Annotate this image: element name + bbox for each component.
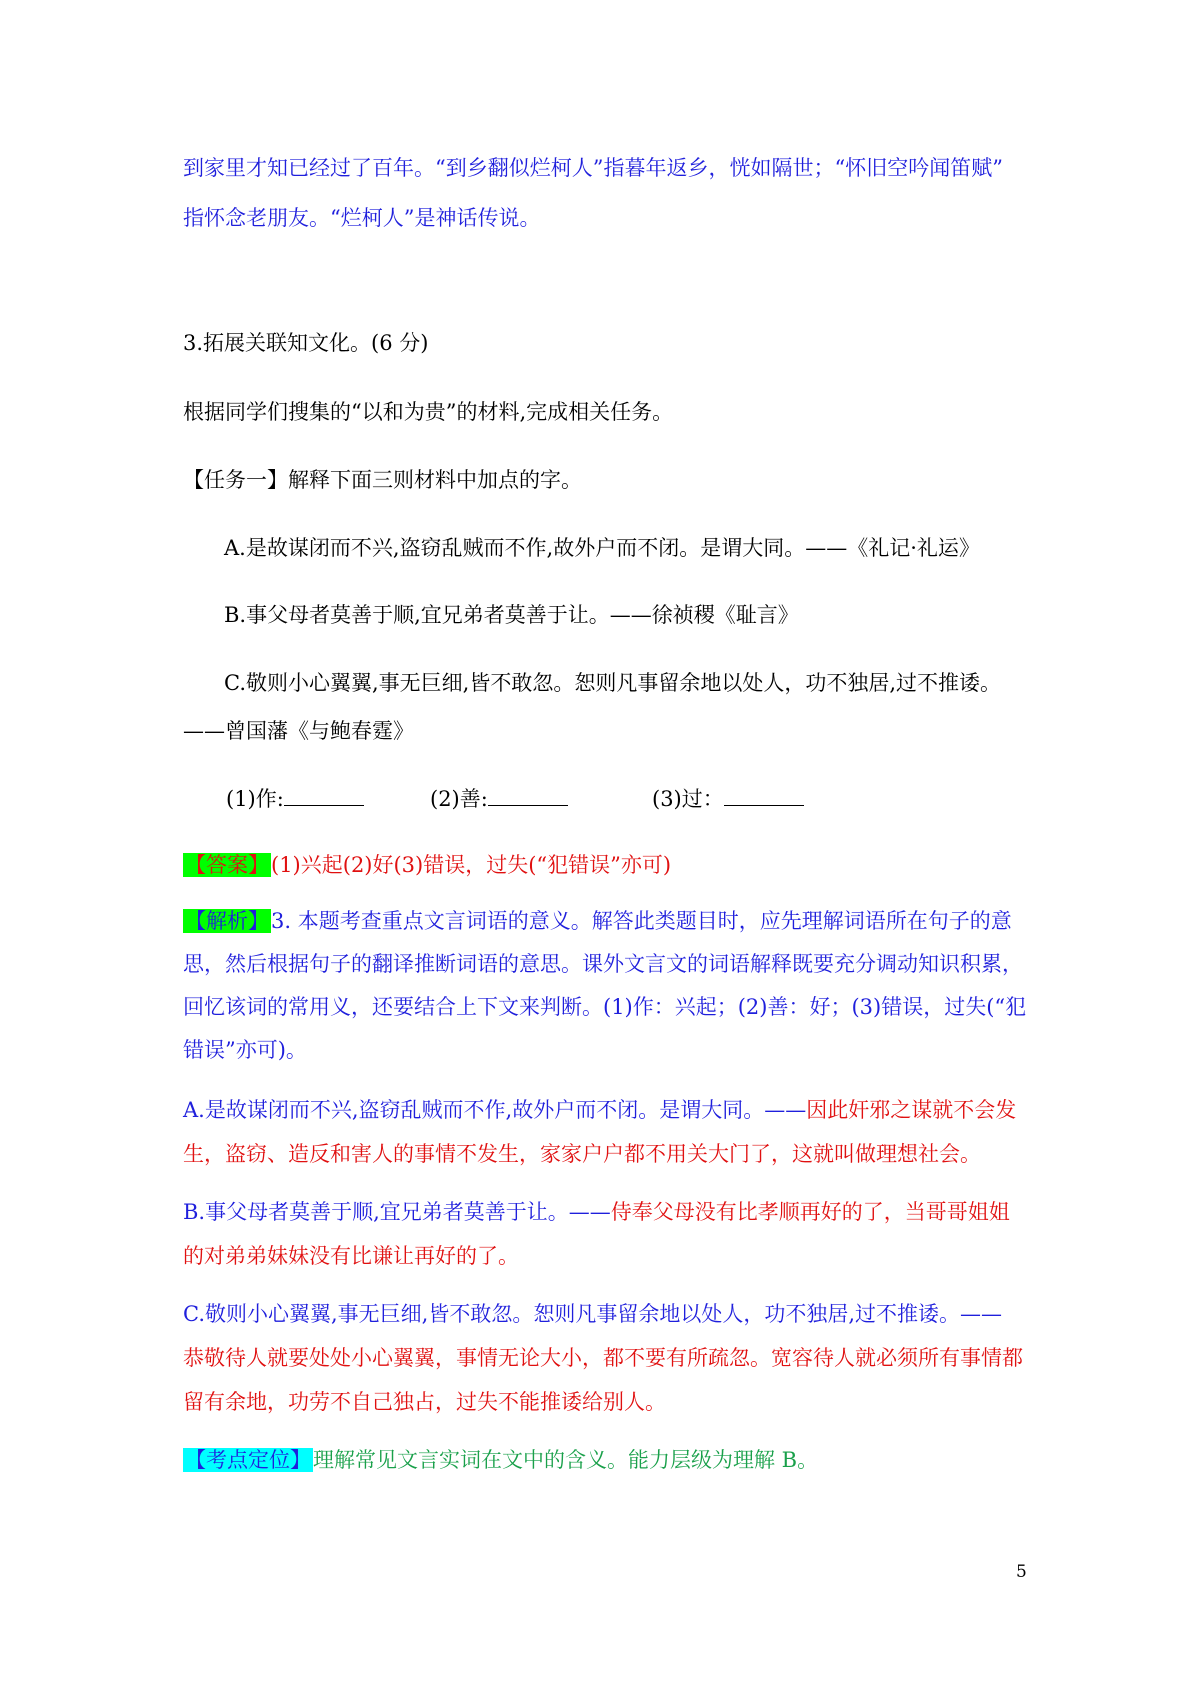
material-b: B.事父母者莫善于顺,宜兄弟者莫善于让。——徐祯稷《耻言》 <box>224 603 799 627</box>
top-explanation-line-2: 指怀念老朋友。“烂柯人”是神话传说。 <box>183 206 541 230</box>
blank-item-3 <box>652 785 804 813</box>
translation-a-line-1 <box>183 1096 1016 1124</box>
translation-b-line-2: 的对弟弟妹妹没有比谦让再好的了。 <box>183 1244 519 1268</box>
translation-a-line-2: 生，盗窃、造反和害人的事情不发生，家家户户都不用关大门了，这就叫做理想社会。 <box>183 1142 981 1166</box>
blank-item-2 <box>430 785 568 813</box>
analysis-tag: 【解析】 <box>185 909 269 933</box>
translation-c-line-2: 留有余地，功劳不自己独占，过失不能推诿给别人。 <box>183 1390 666 1414</box>
translation-b-original: B.事父母者莫善于顺,宜兄弟者莫善于让。—— <box>183 1200 611 1224</box>
question-instruction: 根据同学们搜集的“以和为贵”的材料,完成相关任务。 <box>183 400 674 424</box>
analysis-text-1: 3. 本题考查重点文言词语的意义。解答此类题目时，应先理解词语所在句子的意 <box>271 909 1012 933</box>
blank-label-2: (2)善: <box>430 787 488 811</box>
translation-a-text-1: 因此奸邪之谋就不会发 <box>806 1098 1017 1122</box>
material-a: A.是故谋闭而不兴,盗窃乱贼而不作,故外户而不闭。是谓大同。——《礼记·礼运》 <box>224 536 980 560</box>
answer-tag: 【答案】 <box>185 853 269 877</box>
task-heading: 【任务一】解释下面三则材料中加点的字。 <box>183 468 582 492</box>
key-point-line <box>183 1446 818 1474</box>
page-number: 5 <box>1016 1562 1027 1582</box>
blank-line-2[interactable] <box>488 787 568 806</box>
analysis-line-1 <box>183 907 1012 935</box>
translation-c-line-1: 恭敬待人就要处处小心翼翼，事情无论大小，都不要有所疏忽。宽容待人就必须所有事情都 <box>183 1346 1023 1370</box>
material-c-line-1: C.敬则小心翼翼,事无巨细,皆不敢忽。恕则凡事留余地以处人，功不独居,过不推诿。 <box>224 671 1002 695</box>
translation-b-text-1: 侍奉父母没有比孝顺再好的了，当哥哥姐姐 <box>610 1200 1010 1224</box>
blank-item-1 <box>226 785 364 813</box>
blank-line-1[interactable] <box>284 787 364 806</box>
blank-line-3[interactable] <box>724 787 804 806</box>
analysis-line-2: 思，然后根据句子的翻译推断词语的意思。课外文言文的词语解释既要充分调动知识积累， <box>183 952 1023 976</box>
translation-b-line-1 <box>183 1198 1010 1226</box>
question-title: 3.拓展关联知文化。(6 分) <box>183 331 429 355</box>
translation-c-original: C.敬则小心翼翼,事无巨细,皆不敢忽。恕则凡事留余地以处人，功不独居,过不推诿。—— <box>183 1302 1003 1326</box>
analysis-line-3: 回忆该词的常用义，还要结合上下文来判断。(1)作：兴起；(2)善：好；(3)错误，过失(“犯 <box>183 995 1027 1019</box>
translation-a-original: A.是故谋闭而不兴,盗窃乱贼而不作,故外户而不闭。是谓大同。—— <box>183 1098 807 1122</box>
answer-text: (1)兴起(2)好(3)错误，过失(“犯错误”亦可) <box>271 853 672 877</box>
analysis-line-4: 错误”亦可)。 <box>183 1038 307 1062</box>
top-explanation-line-1: 到家里才知已经过了百年。“到乡翻似烂柯人”指暮年返乡，恍如隔世；“怀旧空吟闻笛赋” <box>183 156 1003 180</box>
blank-label-1: (1)作: <box>226 787 284 811</box>
key-point-tag: 【考点定位】 <box>185 1448 311 1472</box>
key-point-text: 理解常见文言实词在文中的含义。能力层级为理解 B。 <box>313 1448 819 1472</box>
material-c-line-2: ——曾国藩《与鲍春霆》 <box>183 719 414 743</box>
answer-line <box>183 851 671 879</box>
blank-label-3: (3)过： <box>652 787 724 811</box>
